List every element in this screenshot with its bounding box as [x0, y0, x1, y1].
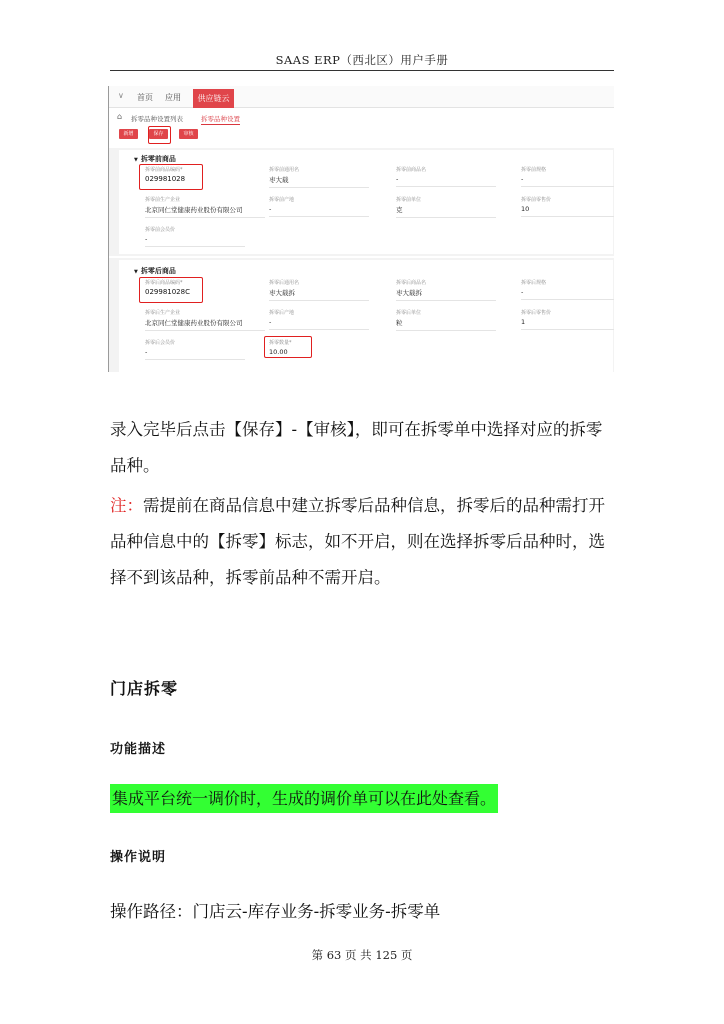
operation-instructions-heading: 操作说明 — [110, 850, 167, 865]
field-before-manufacturer[interactable] — [145, 196, 265, 218]
tab-supply-chain[interactable]: 供应链云 — [193, 89, 234, 108]
paragraph-line: 录入完毕后点击【保存】-【审核】，即可在拆零单中选择对应的拆零 — [110, 420, 603, 439]
field-value: - — [521, 175, 614, 187]
field-label: 拆零后零售价 — [521, 310, 552, 316]
field-value: - — [269, 205, 369, 217]
field-label: 拆零前商品编码* — [145, 167, 183, 173]
note-line — [110, 488, 618, 524]
field-label: 拆零前产地 — [269, 197, 295, 203]
field-after-product-name[interactable] — [396, 279, 496, 301]
field-label: 拆零前零售价 — [521, 197, 552, 203]
field-before-spec[interactable] — [521, 166, 614, 187]
header-divider — [110, 70, 614, 71]
note-paragraph — [110, 488, 618, 596]
field-before-product-name[interactable] — [396, 166, 496, 187]
field-value: 10.00 — [269, 348, 288, 356]
chevron-down-icon[interactable]: ∨ — [118, 91, 124, 100]
field-label: 拆零后单位 — [396, 310, 422, 316]
field-before-unit[interactable] — [396, 196, 496, 218]
approve-button[interactable]: 审核 — [179, 129, 198, 139]
home-icon[interactable]: ⌂ — [117, 112, 123, 121]
breadcrumb-item-current[interactable]: 拆零品种设置 — [201, 115, 240, 123]
field-label: 拆零后产地 — [269, 310, 295, 316]
after-section-title-text: 拆零后商品 — [140, 267, 176, 275]
field-value: 10 — [521, 205, 614, 217]
field-after-spec[interactable] — [521, 279, 614, 300]
function-description-heading: 功能描述 — [110, 742, 167, 757]
before-section-title — [134, 154, 176, 164]
field-label: 拆零数量* — [269, 340, 292, 346]
field-label: 拆零前商品名 — [396, 167, 427, 173]
tab-home[interactable]: 首页 — [137, 93, 153, 102]
highlight-save-button — [148, 126, 171, 144]
field-label: 拆零后商品名 — [396, 280, 427, 286]
field-after-unit[interactable] — [396, 309, 496, 331]
page-header: SAAS ERP（西北区）用户手册 — [275, 53, 449, 67]
field-value: - — [145, 348, 245, 360]
field-label: 拆零前规格 — [521, 167, 547, 173]
field-value: 1 — [521, 318, 614, 330]
field-label: 拆零后商品编码* — [145, 280, 183, 286]
note-line: 品种信息中的【拆零】标志，如不开启，则在选择拆零后品种时，选 — [110, 532, 605, 551]
note-text: 需提前在商品信息中建立拆零后品种信息，拆零后的品种需打开 — [143, 496, 605, 515]
field-after-member-price[interactable] — [145, 339, 245, 360]
field-value: 枣大载拆 — [269, 288, 369, 301]
breadcrumb-item-list[interactable]: 拆零品种设置列表 — [131, 115, 183, 123]
field-value: 北京同仁堂健康药业股份有限公司 — [145, 205, 265, 218]
field-label: 拆零前会员价 — [145, 227, 176, 233]
field-value: 北京同仁堂健康药业股份有限公司 — [145, 318, 265, 331]
field-value: - — [521, 288, 614, 300]
before-section-title-text: 拆零前商品 — [140, 155, 176, 163]
tab-apps[interactable]: 应用 — [165, 93, 181, 102]
operation-path: 操作路径：门店云-库存业务-拆零业务-拆零单 — [110, 902, 441, 921]
after-section-title — [134, 266, 176, 276]
field-value: 枣大载 — [269, 175, 369, 188]
field-after-retail-price[interactable] — [521, 309, 614, 330]
field-value: - — [145, 235, 245, 247]
field-value: 029981028 — [145, 175, 186, 183]
field-after-manufacturer[interactable] — [145, 309, 265, 331]
field-label: 拆零前通用名 — [269, 167, 300, 173]
field-value: 029981028C — [145, 288, 190, 296]
field-value: - — [396, 175, 496, 187]
field-label: 拆零后通用名 — [269, 280, 300, 286]
paragraph-save-approve — [110, 412, 618, 484]
highlight-before-code — [139, 164, 203, 190]
add-button[interactable]: 新增 — [119, 129, 138, 139]
highlighted-description: 集成平台统一调价时，生成的调价单可以在此处查看。 — [110, 784, 498, 813]
note-line: 择不到该品种，拆零前品种不需开启。 — [110, 568, 391, 587]
field-value: - — [269, 318, 369, 330]
highlight-split-quantity — [264, 336, 312, 358]
page-footer: 第 63 页 共 125 页 — [311, 948, 413, 962]
highlight-after-code — [139, 277, 203, 303]
field-label: 拆零后会员价 — [145, 340, 176, 346]
field-after-origin[interactable] — [269, 309, 369, 330]
field-before-origin[interactable] — [269, 196, 369, 217]
paragraph-line: 品种。 — [110, 456, 160, 475]
save-button[interactable]: 保存 — [149, 129, 168, 139]
field-after-generic-name[interactable] — [269, 279, 369, 301]
field-before-retail-price[interactable] — [521, 196, 614, 217]
breadcrumb — [117, 112, 607, 124]
embedded-screenshot — [108, 86, 614, 372]
note-label: 注： — [110, 496, 143, 515]
field-before-member-price[interactable] — [145, 226, 245, 247]
field-label: 拆零前单位 — [396, 197, 422, 203]
field-value: 粒 — [396, 318, 496, 331]
collapse-triangle-icon[interactable]: ▼ — [134, 269, 138, 275]
field-before-generic-name[interactable] — [269, 166, 369, 188]
field-value: 克 — [396, 205, 496, 218]
section-title: 门店拆零 — [110, 679, 179, 698]
field-label: 拆零后生产企业 — [145, 310, 181, 316]
field-label: 拆零后规格 — [521, 280, 547, 286]
top-nav-bar — [109, 86, 614, 108]
collapse-triangle-icon[interactable]: ▼ — [134, 157, 138, 163]
field-value: 枣大载拆 — [396, 288, 496, 301]
field-label: 拆零前生产企业 — [145, 197, 181, 203]
